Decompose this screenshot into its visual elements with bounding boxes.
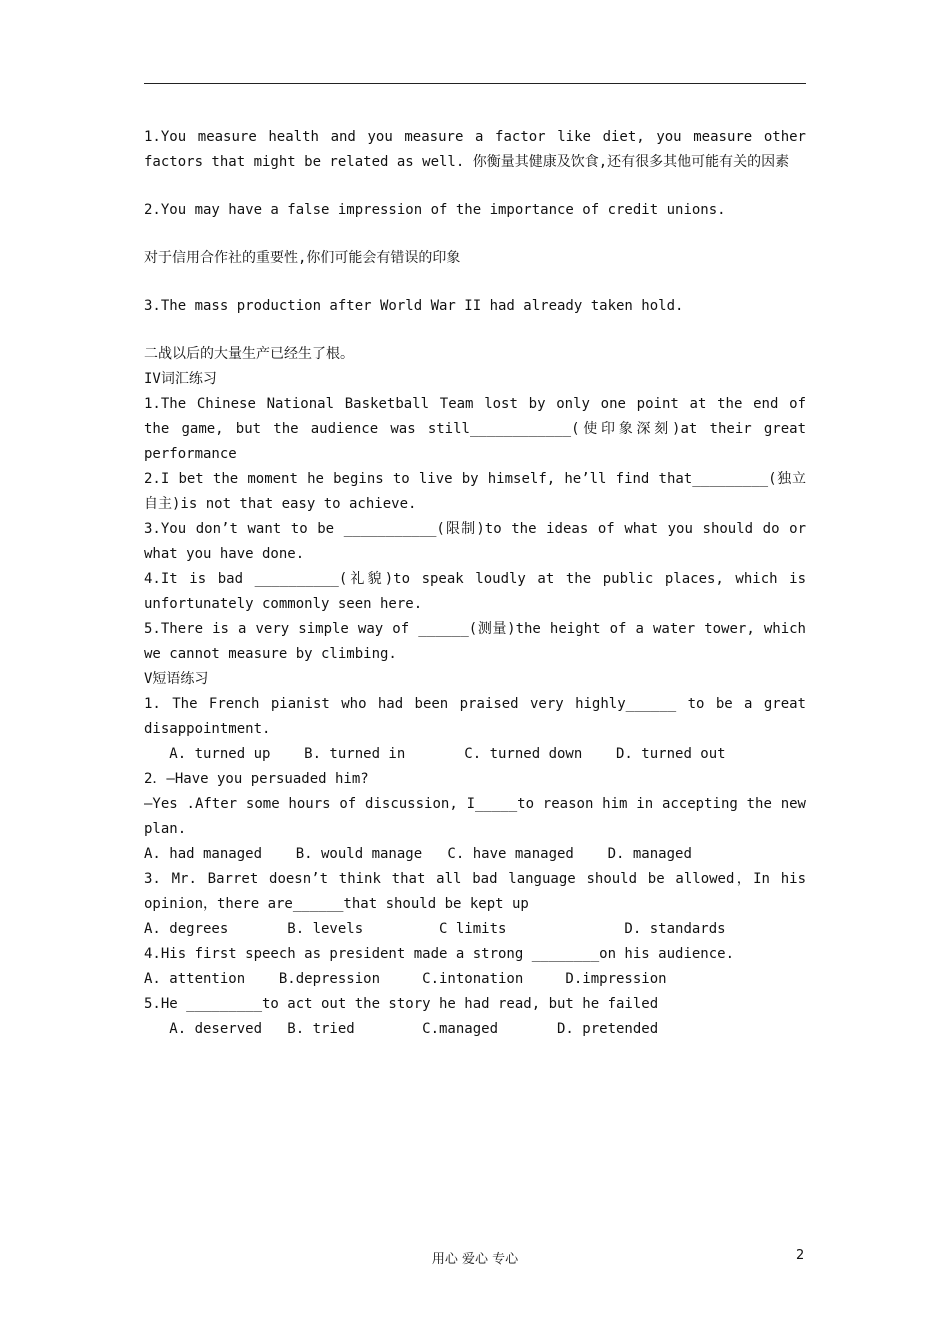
phrases-heading: V短语练习: [144, 671, 209, 687]
sentence-1: 1.You measure health and you measure a factor like diet, you measure other factors that might be related as well. 你衡量其健康及饮食,还有很多其他可能有关的因素: [144, 129, 806, 170]
phrase-options-3: A. degrees B. levels C limits D. standards: [144, 921, 726, 937]
phrase-question-1: 1. The French pianist who had been praised very highly______ to be a great disappointment.: [144, 696, 806, 737]
sentence-3-translation: 二战以后的大量生产已经生了根。: [144, 346, 354, 362]
footer-motto: 用心 爱心 专心: [431, 1252, 519, 1267]
vocab-item-4: 4.It is bad __________(礼貌)to speak loudly at the public places, which is unfortunately commonly seen here.: [144, 571, 806, 612]
page-number: 2: [796, 1248, 805, 1263]
phrase-options-5: A. deserved B. tried C.managed D. pretended: [144, 1021, 659, 1037]
phrase-options-4: A. attention B.depression C.intonation D.impression: [144, 971, 667, 987]
phrase-question-5: 5.He _________to act out the story he had read, but he failed: [144, 996, 659, 1012]
vocab-item-5: 5.There is a very simple way of ______(测量)the height of a water tower, which we cannot measure by climbing.: [144, 621, 806, 662]
phrase-options-1: A. turned up B. turned in C. turned down D. turned out: [144, 746, 726, 762]
sentence-2: 2.You may have a false impression of the importance of credit unions.: [144, 202, 726, 218]
sentence-3: 3.The mass production after World War II had already taken hold.: [144, 298, 684, 314]
phrase-question-3: 3. Mr. Barret doesn’t think that all bad language should be allowed，In his opinion，there are______that should be kept up: [144, 871, 806, 912]
sentence-2-translation: 对于信用合作社的重要性,你们可能会有错误的印象: [144, 250, 461, 266]
phrase-question-2: 2．—Have you persuaded him?: [144, 771, 369, 787]
header-rule: [144, 83, 806, 84]
phrase-question-2-reply: —Yes .After some hours of discussion, I_____to reason him in accepting the new plan.: [144, 796, 806, 837]
vocab-item-1: 1.The Chinese National Basketball Team lost by only one point at the end of the game, but the audience was still____________(使印象深刻)at their great performance: [144, 396, 806, 462]
vocab-item-3: 3.You don’t want to be ___________(限制)to the ideas of what you should do or what you have done.: [144, 521, 806, 562]
vocab-heading: IV词汇练习: [144, 371, 217, 387]
phrase-question-4: 4.His first speech as president made a strong ________on his audience.: [144, 946, 735, 962]
phrase-options-2: A. had managed B. would manage C. have managed D. managed: [144, 846, 692, 862]
vocab-item-2: 2.I bet the moment he begins to live by himself, he’ll find that_________(独立自主)is not that easy to achieve.: [144, 471, 806, 512]
page-content: [144, 125, 806, 1042]
